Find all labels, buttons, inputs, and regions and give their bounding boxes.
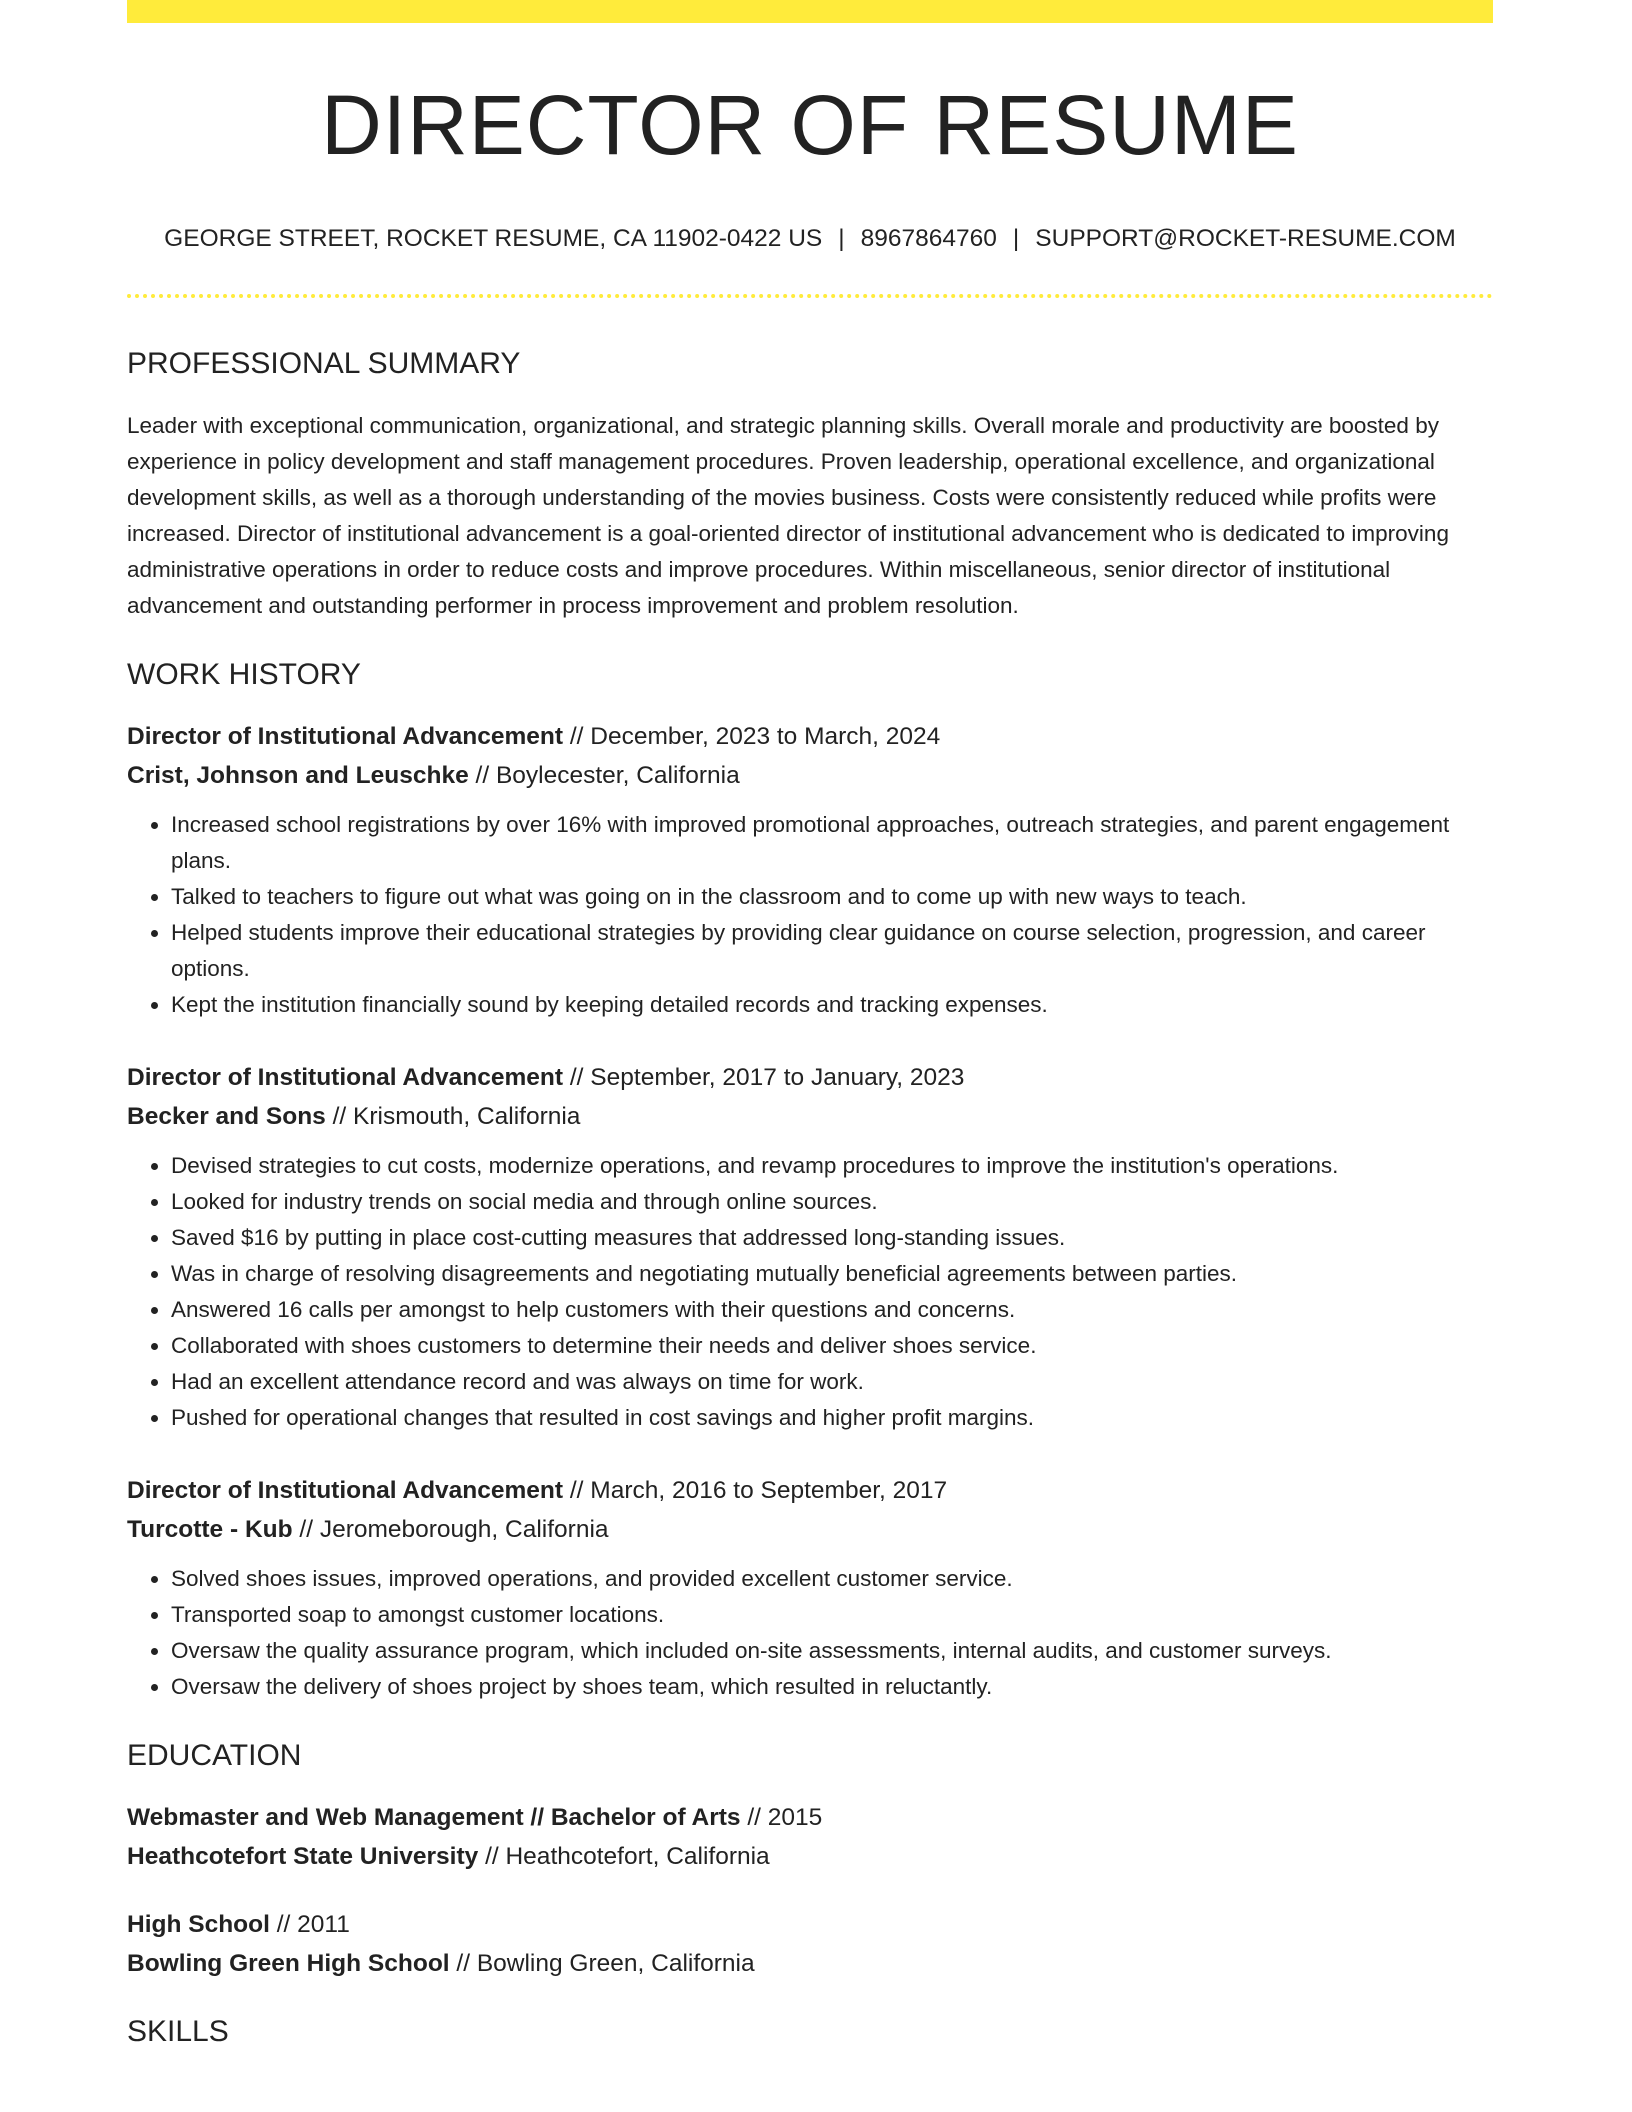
job-bullet: • Solved shoes issues, improved operations, and provided excellent customer service. bbox=[171, 1561, 1493, 1597]
job-location: // Jeromeborough, California bbox=[292, 1515, 609, 1543]
job-bullet: • Oversaw the delivery of shoes project by shoes team, which resulted in reluctantly. bbox=[171, 1669, 1493, 1705]
education-school: Bowling Green High School bbox=[127, 1949, 450, 1977]
education-location: // Bowling Green, California bbox=[449, 1949, 755, 1977]
education-entry bbox=[127, 1798, 1493, 1876]
summary-text: Leader with exceptional communication, organizational, and strategic planning skills. Overall morale and productivity are boosted by experience in policy development and staff management procedures. Proven leadership, operational excellence, and organizational development skills, as well as a thorough understanding of the movies business. Costs were consistently reduced while profits were increased. Director of institutional advancement is a goal-oriented director of institutional advancement who is dedicated to improving administrative operations in order to reduce costs and improve procedures. Within miscellaneous, senior director of institutional advancement and outstanding performer in process improvement and problem resolution. bbox=[127, 412, 1449, 618]
job-location: // Krismouth, California bbox=[325, 1102, 581, 1130]
job-bullet: • Transported soap to amongst customer locations. bbox=[171, 1597, 1493, 1633]
job-entry bbox=[127, 1471, 1493, 1705]
job-bullet: • Saved $16 by putting in place cost-cutting measures that addressed long-standing issues. bbox=[171, 1220, 1493, 1256]
contact-separator: | bbox=[1012, 225, 1020, 252]
education-entry bbox=[127, 1905, 1493, 1983]
job-company: Turcotte - Kub bbox=[127, 1515, 293, 1543]
job-bullet: • Answered 16 calls per amongst to help customers with their questions and concerns. bbox=[171, 1292, 1493, 1328]
job-title-line bbox=[127, 717, 1493, 756]
job-location: // Boylecester, California bbox=[468, 761, 740, 789]
education-degree: Webmaster and Web Management // Bachelor of Arts bbox=[127, 1803, 741, 1831]
contact-line bbox=[127, 227, 1493, 252]
job-entry bbox=[127, 717, 1493, 1023]
job-dates: // December, 2023 to March, 2024 bbox=[563, 722, 941, 750]
job-role: Director of Institutional Advancement bbox=[127, 1476, 564, 1504]
job-title-line bbox=[127, 1058, 1493, 1097]
job-bullets bbox=[127, 807, 1493, 1023]
contact-separator: | bbox=[838, 225, 845, 252]
education-degree: High School bbox=[127, 1910, 270, 1938]
education-location: // Heathcotefort, California bbox=[478, 1842, 770, 1870]
education-school-line bbox=[127, 1944, 1493, 1983]
job-bullet: • Increased school registrations by over 16% with improved promotional approaches, outreach strategies, and parent engagement plans. bbox=[171, 807, 1493, 879]
job-bullet: • Was in charge of resolving disagreements and negotiating mutually beneficial agreements between parties. bbox=[171, 1256, 1493, 1292]
job-company-line bbox=[127, 1097, 1493, 1136]
education-heading: EDUCATION bbox=[127, 1738, 302, 1772]
work-history-heading: WORK HISTORY bbox=[127, 657, 361, 691]
resume-name: DIRECTOR OF RESUME bbox=[321, 78, 1299, 172]
skills-heading: SKILLS bbox=[127, 2014, 229, 2048]
job-role: Director of Institutional Advancement bbox=[127, 1063, 564, 1091]
education-school-line bbox=[127, 1837, 1493, 1876]
job-role: Director of Institutional Advancement bbox=[127, 722, 564, 750]
job-bullet: • Kept the institution financially sound by keeping detailed records and tracking expenses. bbox=[171, 987, 1493, 1023]
job-dates: // September, 2017 to January, 2023 bbox=[563, 1063, 965, 1091]
job-company-line bbox=[127, 756, 1493, 795]
job-bullet: • Devised strategies to cut costs, modernize operations, and revamp procedures to improve the institution's operations. bbox=[171, 1148, 1493, 1184]
accent-top-bar bbox=[127, 0, 1493, 23]
contact-email: SUPPORT@ROCKET-RESUME.COM bbox=[1035, 225, 1456, 252]
job-bullet: • Oversaw the quality assurance program, which included on-site assessments, internal audits, and customer surveys. bbox=[171, 1633, 1493, 1669]
education-degree-line bbox=[127, 1905, 1493, 1944]
job-title-line bbox=[127, 1471, 1493, 1510]
job-bullet: • Helped students improve their educational strategies by providing clear guidance on course selection, progression, and career options. bbox=[171, 915, 1493, 987]
job-bullet: • Looked for industry trends on social media and through online sources. bbox=[171, 1184, 1493, 1220]
dotted-divider bbox=[127, 294, 1493, 298]
education-year: // 2015 bbox=[740, 1803, 823, 1831]
job-entry bbox=[127, 1058, 1493, 1436]
job-dates: // March, 2016 to September, 2017 bbox=[563, 1476, 948, 1504]
contact-address: GEORGE STREET, ROCKET RESUME, CA 11902-0422 US bbox=[164, 225, 823, 252]
job-bullet: • Talked to teachers to figure out what was going on in the classroom and to come up with new ways to teach. bbox=[171, 879, 1493, 915]
job-company: Becker and Sons bbox=[127, 1102, 326, 1130]
job-bullet: • Collaborated with shoes customers to determine their needs and deliver shoes service. bbox=[171, 1328, 1493, 1364]
job-bullets bbox=[127, 1148, 1493, 1436]
education-school: Heathcotefort State University bbox=[127, 1842, 479, 1870]
summary-heading: PROFESSIONAL SUMMARY bbox=[127, 346, 521, 380]
job-bullets bbox=[127, 1561, 1493, 1705]
contact-phone: 8967864760 bbox=[860, 225, 997, 252]
job-bullet: • Had an excellent attendance record and was always on time for work. bbox=[171, 1364, 1493, 1400]
job-company: Crist, Johnson and Leuschke bbox=[127, 761, 469, 789]
resume-page bbox=[127, 0, 1493, 2047]
education-year: // 2011 bbox=[269, 1910, 350, 1938]
job-bullet: • Pushed for operational changes that resulted in cost savings and higher profit margins. bbox=[171, 1400, 1493, 1436]
job-company-line bbox=[127, 1510, 1493, 1549]
education-degree-line bbox=[127, 1798, 1493, 1837]
